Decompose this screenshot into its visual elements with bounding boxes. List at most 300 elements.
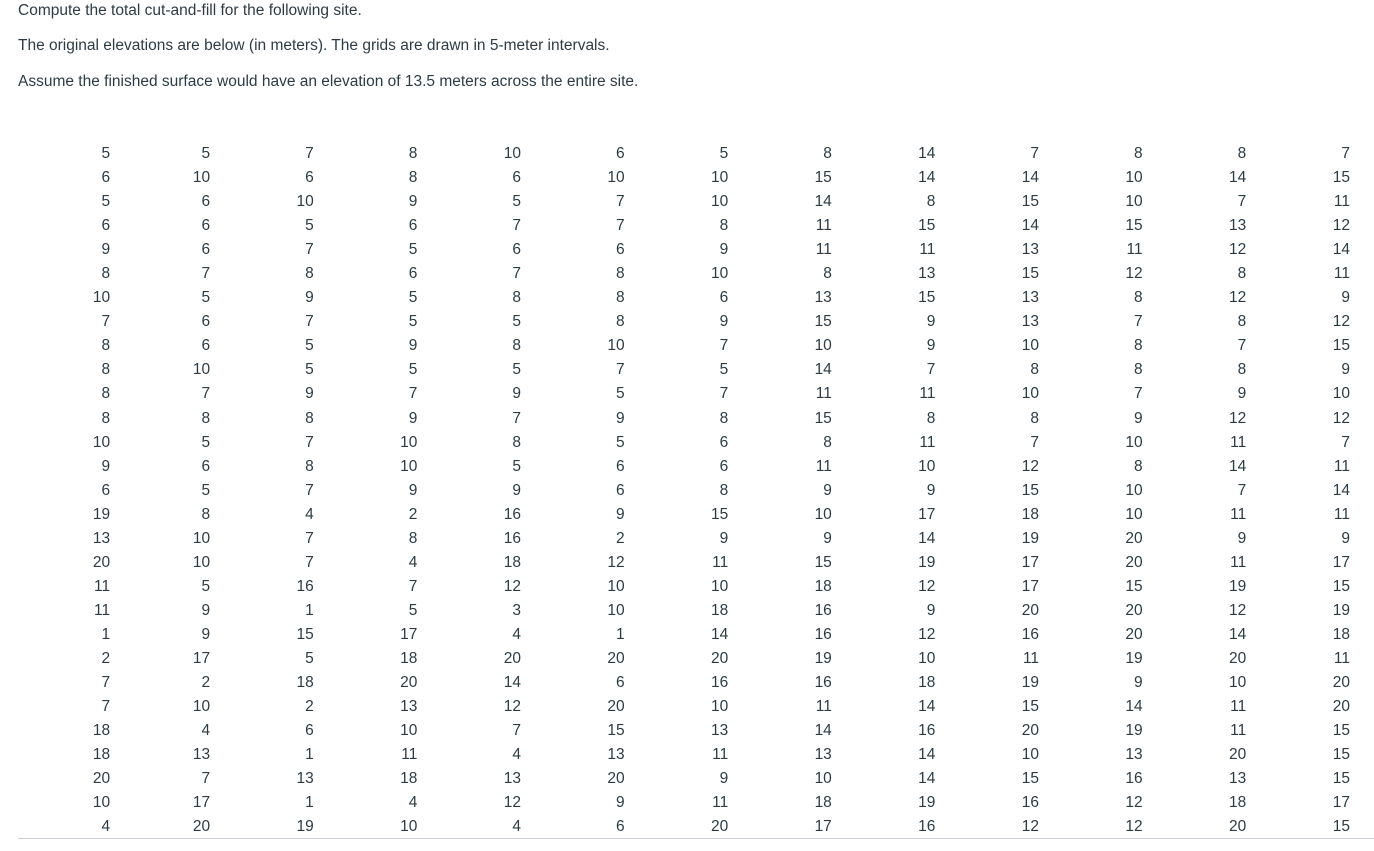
table-row xyxy=(18,407,1358,431)
elevation-cell: 9 xyxy=(408,337,418,355)
elevation-cell: 6 xyxy=(201,457,211,475)
elevation-cell: 10 xyxy=(1021,337,1040,355)
table-row xyxy=(18,286,1358,310)
question-line-1: Compute the total cut-and-fill for the following site. xyxy=(18,2,362,19)
elevation-cell: 20 xyxy=(92,770,111,788)
elevation-cell: 20 xyxy=(1125,625,1143,643)
elevation-cell: 10 xyxy=(1125,169,1143,187)
elevation-cell: 8 xyxy=(1237,145,1247,163)
elevation-cell: 5 xyxy=(305,217,314,235)
table-row xyxy=(18,743,1358,767)
elevation-cell: 20 xyxy=(503,650,521,667)
elevation-cell: 7 xyxy=(101,698,111,716)
elevation-cell: 19 xyxy=(918,553,936,571)
elevation-cell: 12 xyxy=(1229,409,1247,427)
table-row xyxy=(18,719,1358,743)
elevation-cell: 15 xyxy=(1021,481,1040,499)
elevation-cell: 8 xyxy=(305,265,314,283)
elevation-cell: 9 xyxy=(926,313,936,331)
elevation-cell: 8 xyxy=(823,145,832,163)
elevation-cell: 20 xyxy=(1332,674,1350,692)
elevation-cell: 16 xyxy=(1021,625,1040,643)
elevation-cell: 9 xyxy=(512,481,521,499)
table-row xyxy=(18,214,1358,238)
elevation-cell: 14 xyxy=(1332,481,1350,499)
elevation-cell: 9 xyxy=(408,481,418,499)
elevation-cell: 14 xyxy=(710,625,729,643)
elevation-cell: 20 xyxy=(1021,722,1040,740)
elevation-cell: 15 xyxy=(1021,698,1040,716)
elevation-cell: 7 xyxy=(1237,481,1247,499)
elevation-cell: 5 xyxy=(201,433,211,451)
elevation-cell: 1 xyxy=(305,601,314,619)
elevation-cell: 9 xyxy=(615,794,625,812)
elevation-cell: 17 xyxy=(400,625,418,643)
elevation-cell: 9 xyxy=(101,457,111,475)
table-row xyxy=(18,358,1358,382)
elevation-cell: 18 xyxy=(814,794,832,812)
elevation-cell: 9 xyxy=(1341,289,1350,307)
elevation-cell: 14 xyxy=(1125,698,1143,716)
elevation-cell: 8 xyxy=(408,169,418,187)
elevation-cell: 11 xyxy=(815,241,832,259)
elevation-cell: 9 xyxy=(101,241,111,259)
elevation-cell: 6 xyxy=(305,722,314,740)
elevation-cell: 7 xyxy=(305,313,314,331)
elevation-cell: 11 xyxy=(1230,722,1247,740)
elevation-cell: 6 xyxy=(101,169,111,187)
elevation-cell: 18 xyxy=(710,601,729,619)
elevation-cell: 14 xyxy=(918,770,936,788)
elevation-cell: 13 xyxy=(814,289,832,307)
elevation-cell: 6 xyxy=(615,674,625,692)
elevation-cell: 14 xyxy=(814,193,832,211)
elevation-cell: 13 xyxy=(1021,313,1040,331)
elevation-cell: 8 xyxy=(1134,289,1143,307)
elevation-cell: 11 xyxy=(1333,650,1350,667)
elevation-cell: 9 xyxy=(615,505,625,523)
elevation-cell: 5 xyxy=(408,241,418,259)
elevation-cell: 6 xyxy=(305,169,314,187)
elevation-grid-table xyxy=(18,142,1358,839)
elevation-cell: 20 xyxy=(1021,601,1040,619)
elevation-cell: 8 xyxy=(823,433,832,451)
elevation-cell: 7 xyxy=(305,145,314,163)
elevation-cell: 5 xyxy=(408,313,418,331)
elevation-cell: 10 xyxy=(503,145,521,163)
elevation-cell: 9 xyxy=(1134,409,1143,427)
elevation-cell: 9 xyxy=(823,481,832,499)
elevation-cell: 13 xyxy=(400,698,418,716)
elevation-cell: 8 xyxy=(201,505,211,523)
elevation-cell: 11 xyxy=(1230,698,1247,716)
elevation-cell: 7 xyxy=(305,433,314,451)
elevation-cell: 13 xyxy=(192,746,211,764)
elevation-cell: 14 xyxy=(1332,241,1350,259)
elevation-cell: 4 xyxy=(101,818,111,836)
elevation-cell: 5 xyxy=(512,193,521,211)
table-row xyxy=(18,238,1358,262)
elevation-cell: 6 xyxy=(512,241,521,259)
elevation-cell: 5 xyxy=(101,193,111,211)
elevation-cell: 16 xyxy=(710,674,729,692)
table-row xyxy=(18,599,1358,623)
elevation-cell: 6 xyxy=(615,241,625,259)
elevation-cell: 12 xyxy=(1332,313,1350,331)
table-row xyxy=(18,166,1358,190)
elevation-cell: 9 xyxy=(305,385,314,403)
elevation-cell: 6 xyxy=(512,169,521,187)
table-row xyxy=(18,695,1358,719)
elevation-cell: 16 xyxy=(814,674,832,692)
table-row xyxy=(18,455,1358,479)
elevation-cell: 17 xyxy=(1332,553,1350,571)
elevation-cell: 9 xyxy=(305,289,314,307)
elevation-cell: 13 xyxy=(1229,217,1247,235)
table-row xyxy=(18,431,1358,455)
elevation-cell: 11 xyxy=(919,241,936,259)
elevation-cell: 19 xyxy=(1229,577,1247,595)
elevation-cell: 5 xyxy=(512,361,521,379)
elevation-cell: 7 xyxy=(101,313,111,331)
elevation-cell: 14 xyxy=(918,698,936,716)
elevation-cell: 10 xyxy=(192,361,211,379)
elevation-cell: 10 xyxy=(1125,193,1143,211)
elevation-cell: 11 xyxy=(1333,193,1350,211)
elevation-cell: 8 xyxy=(1030,361,1040,379)
elevation-cell: 7 xyxy=(201,385,211,403)
elevation-cell: 17 xyxy=(918,505,936,523)
elevation-cell: 9 xyxy=(719,313,729,331)
table-row xyxy=(18,310,1358,334)
elevation-cell: 6 xyxy=(101,481,111,499)
elevation-cell: 20 xyxy=(1229,818,1247,836)
elevation-cell: 15 xyxy=(1125,217,1143,235)
elevation-cell: 14 xyxy=(1021,217,1040,235)
elevation-cell: 8 xyxy=(101,409,111,427)
elevation-cell: 15 xyxy=(1021,770,1040,788)
elevation-cell: 7 xyxy=(1341,433,1350,451)
elevation-cell: 20 xyxy=(1125,601,1143,619)
elevation-cell: 6 xyxy=(201,337,211,355)
elevation-cell: 16 xyxy=(1125,770,1143,788)
table-row xyxy=(18,334,1358,358)
elevation-cell: 9 xyxy=(823,529,832,547)
elevation-cell: 15 xyxy=(1332,818,1350,836)
elevation-cell: 5 xyxy=(201,577,211,595)
elevation-cell: 7 xyxy=(201,265,211,283)
elevation-cell: 11 xyxy=(1333,457,1350,475)
elevation-cell: 11 xyxy=(1022,650,1040,667)
elevation-cell: 11 xyxy=(815,217,832,235)
elevation-cell: 8 xyxy=(408,145,418,163)
elevation-cell: 10 xyxy=(1332,385,1350,403)
elevation-cell: 5 xyxy=(512,313,521,331)
elevation-cell: 15 xyxy=(1332,337,1350,355)
elevation-cell: 12 xyxy=(1229,241,1247,259)
elevation-cell: 4 xyxy=(408,553,418,571)
elevation-cell: 8 xyxy=(101,361,111,379)
elevation-cell: 11 xyxy=(1230,505,1247,523)
elevation-cell: 8 xyxy=(1134,361,1143,379)
elevation-cell: 10 xyxy=(1125,433,1143,451)
elevation-cell: 18 xyxy=(1229,794,1247,812)
elevation-cell: 13 xyxy=(1125,746,1143,764)
elevation-cell: 2 xyxy=(201,674,211,692)
elevation-cell: 7 xyxy=(615,361,625,379)
elevation-cell: 7 xyxy=(512,265,521,283)
elevation-cell: 2 xyxy=(305,698,314,716)
table-row xyxy=(18,575,1358,599)
table-row xyxy=(18,791,1358,815)
elevation-cell: 5 xyxy=(719,145,729,163)
table-row xyxy=(18,623,1358,647)
elevation-cell: 12 xyxy=(1125,265,1143,283)
elevation-cell: 1 xyxy=(305,794,314,812)
elevation-cell: 11 xyxy=(1333,265,1350,283)
elevation-cell: 18 xyxy=(1332,625,1350,643)
elevation-cell: 3 xyxy=(512,601,521,619)
elevation-cell: 15 xyxy=(1125,577,1143,595)
elevation-cell: 5 xyxy=(201,289,211,307)
table-row xyxy=(18,479,1358,503)
elevation-cell: 14 xyxy=(814,722,832,740)
elevation-cell: 9 xyxy=(926,337,936,355)
elevation-cell: 9 xyxy=(1237,529,1247,547)
elevation-cell: 11 xyxy=(1230,433,1247,451)
elevation-cell: 8 xyxy=(926,409,936,427)
elevation-cell: 9 xyxy=(201,601,211,619)
elevation-cell: 15 xyxy=(814,553,832,571)
elevation-cell: 10 xyxy=(710,698,729,716)
elevation-cell: 20 xyxy=(1229,650,1247,667)
elevation-cell: 5 xyxy=(408,361,418,379)
elevation-cell: 11 xyxy=(712,553,729,571)
elevation-cell: 19 xyxy=(1332,601,1350,619)
elevation-cell: 10 xyxy=(814,337,832,355)
elevation-cell: 8 xyxy=(615,313,625,331)
elevation-cell: 13 xyxy=(296,770,314,788)
elevation-cell: 9 xyxy=(1341,529,1350,547)
elevation-cell: 2 xyxy=(101,650,111,667)
elevation-cell: 8 xyxy=(101,265,111,283)
elevation-cell: 20 xyxy=(1125,529,1143,547)
elevation-cell: 8 xyxy=(1134,457,1143,475)
elevation-cell: 8 xyxy=(512,433,521,451)
elevation-cell: 11 xyxy=(815,698,832,716)
elevation-cell: 16 xyxy=(918,722,936,740)
elevation-cell: 9 xyxy=(926,481,936,499)
elevation-cell: 6 xyxy=(101,217,111,235)
elevation-cell: 8 xyxy=(305,409,314,427)
elevation-cell: 10 xyxy=(92,794,111,812)
question-line-3: Assume the finished surface would have an elevation of 13.5 meters across the entire site. xyxy=(18,73,639,90)
elevation-cell: 19 xyxy=(92,505,111,523)
elevation-cell: 6 xyxy=(408,265,418,283)
elevation-cell: 20 xyxy=(607,698,625,716)
elevation-cell: 8 xyxy=(1030,409,1040,427)
elevation-cell: 7 xyxy=(719,385,729,403)
elevation-cell: 8 xyxy=(719,481,729,499)
elevation-cell: 10 xyxy=(1125,505,1143,523)
elevation-cell: 12 xyxy=(1332,409,1350,427)
elevation-cell: 20 xyxy=(400,674,418,692)
elevation-cell: 12 xyxy=(503,698,521,716)
elevation-cell: 5 xyxy=(201,481,211,499)
elevation-cell: 11 xyxy=(815,457,832,475)
elevation-cell: 11 xyxy=(1333,505,1350,523)
elevation-cell: 16 xyxy=(814,625,832,643)
elevation-cell: 9 xyxy=(408,409,418,427)
elevation-cell: 1 xyxy=(615,625,625,643)
elevation-cell: 12 xyxy=(1125,794,1143,812)
elevation-cell: 8 xyxy=(823,265,832,283)
elevation-cell: 11 xyxy=(815,385,832,403)
elevation-cell: 6 xyxy=(719,457,729,475)
table-row xyxy=(18,142,1358,166)
elevation-cell: 19 xyxy=(1125,650,1143,667)
elevation-cell: 5 xyxy=(719,361,729,379)
elevation-cell: 13 xyxy=(1229,770,1247,788)
elevation-cell: 7 xyxy=(926,361,936,379)
elevation-cell: 12 xyxy=(1125,818,1143,836)
elevation-cell: 17 xyxy=(1021,553,1040,571)
elevation-cell: 10 xyxy=(607,337,625,355)
elevation-cell: 20 xyxy=(1229,746,1247,764)
elevation-cell: 19 xyxy=(814,650,832,667)
elevation-cell: 5 xyxy=(305,337,314,355)
elevation-cell: 13 xyxy=(710,722,729,740)
elevation-cell: 11 xyxy=(712,746,729,764)
elevation-cell: 7 xyxy=(1134,313,1143,331)
elevation-cell: 15 xyxy=(710,505,729,523)
elevation-cell: 12 xyxy=(918,577,936,595)
elevation-cell: 17 xyxy=(192,650,211,667)
elevation-cell: 8 xyxy=(512,289,521,307)
elevation-cell: 13 xyxy=(607,746,625,764)
elevation-cell: 8 xyxy=(1237,313,1247,331)
elevation-cell: 19 xyxy=(1125,722,1143,740)
elevation-cell: 20 xyxy=(1125,553,1143,571)
elevation-cell: 11 xyxy=(93,577,111,595)
elevation-cell: 10 xyxy=(918,457,936,475)
elevation-cell: 10 xyxy=(918,650,936,667)
elevation-cell: 8 xyxy=(408,529,418,547)
elevation-cell: 9 xyxy=(512,385,521,403)
elevation-cell: 15 xyxy=(814,313,832,331)
table-row xyxy=(18,647,1358,671)
elevation-cell: 12 xyxy=(1229,289,1247,307)
elevation-cell: 18 xyxy=(918,674,936,692)
elevation-cell: 10 xyxy=(814,770,832,788)
elevation-cell: 10 xyxy=(192,553,211,571)
elevation-cell: 7 xyxy=(1237,193,1247,211)
elevation-cell: 6 xyxy=(719,289,729,307)
elevation-cell: 7 xyxy=(305,529,314,547)
elevation-cell: 8 xyxy=(719,217,729,235)
elevation-cell: 13 xyxy=(92,529,111,547)
elevation-cell: 11 xyxy=(919,385,936,403)
elevation-cell: 19 xyxy=(918,794,936,812)
elevation-cell: 17 xyxy=(814,818,832,836)
elevation-cell: 15 xyxy=(918,217,936,235)
elevation-cell: 15 xyxy=(1021,265,1040,283)
elevation-cell: 8 xyxy=(1134,145,1143,163)
elevation-cell: 15 xyxy=(1021,193,1040,211)
elevation-cell: 10 xyxy=(192,698,211,716)
elevation-cell: 8 xyxy=(201,409,211,427)
elevation-cell: 17 xyxy=(1332,794,1350,812)
elevation-cell: 15 xyxy=(296,625,314,643)
elevation-cell: 7 xyxy=(615,193,625,211)
elevation-cell: 18 xyxy=(1021,505,1040,523)
table-row xyxy=(18,551,1358,575)
elevation-cell: 7 xyxy=(615,217,625,235)
elevation-cell: 7 xyxy=(305,241,314,259)
elevation-cell: 10 xyxy=(1021,385,1040,403)
elevation-cell: 7 xyxy=(1030,145,1040,163)
elevation-cell: 18 xyxy=(296,674,314,692)
elevation-cell: 7 xyxy=(1341,145,1350,163)
elevation-cell: 13 xyxy=(814,746,832,764)
elevation-cell: 8 xyxy=(101,337,111,355)
elevation-cell: 14 xyxy=(918,169,936,187)
elevation-cell: 6 xyxy=(201,241,211,259)
elevation-cell: 10 xyxy=(92,433,111,451)
elevation-cell: 12 xyxy=(1021,818,1040,836)
elevation-cell: 14 xyxy=(1229,169,1247,187)
elevation-cell: 8 xyxy=(615,265,625,283)
elevation-cell: 10 xyxy=(607,169,625,187)
elevation-cell: 16 xyxy=(918,818,936,836)
table-row xyxy=(18,382,1358,406)
elevation-cell: 6 xyxy=(201,193,211,211)
elevation-cell: 17 xyxy=(1021,577,1040,595)
elevation-cell: 19 xyxy=(296,818,314,836)
elevation-cell: 10 xyxy=(400,457,418,475)
elevation-cell: 2 xyxy=(408,505,418,523)
elevation-cell: 11 xyxy=(919,433,936,451)
elevation-cell: 15 xyxy=(607,722,625,740)
elevation-cell: 6 xyxy=(719,433,729,451)
elevation-cell: 20 xyxy=(607,650,625,667)
elevation-cell: 11 xyxy=(401,746,418,764)
elevation-cell: 18 xyxy=(400,770,418,788)
elevation-cell: 7 xyxy=(408,577,418,595)
elevation-cell: 4 xyxy=(305,505,314,523)
elevation-cell: 15 xyxy=(1332,577,1350,595)
elevation-cell: 9 xyxy=(926,601,936,619)
elevation-cell: 7 xyxy=(1030,433,1040,451)
elevation-cell: 10 xyxy=(607,601,625,619)
elevation-cell: 10 xyxy=(607,577,625,595)
elevation-cell: 6 xyxy=(615,818,625,836)
elevation-cell: 6 xyxy=(408,217,418,235)
elevation-cell: 20 xyxy=(710,818,729,836)
elevation-cell: 19 xyxy=(1021,529,1040,547)
elevation-cell: 14 xyxy=(918,145,936,163)
elevation-cell: 13 xyxy=(918,265,936,283)
elevation-cell: 7 xyxy=(305,481,314,499)
elevation-cell: 6 xyxy=(615,457,625,475)
elevation-cell: 10 xyxy=(400,818,418,836)
elevation-cell: 9 xyxy=(719,770,729,788)
elevation-cell: 18 xyxy=(503,553,521,571)
elevation-cell: 7 xyxy=(408,385,418,403)
elevation-cell: 13 xyxy=(1021,241,1040,259)
elevation-cell: 4 xyxy=(512,818,521,836)
elevation-cell: 16 xyxy=(503,505,521,523)
